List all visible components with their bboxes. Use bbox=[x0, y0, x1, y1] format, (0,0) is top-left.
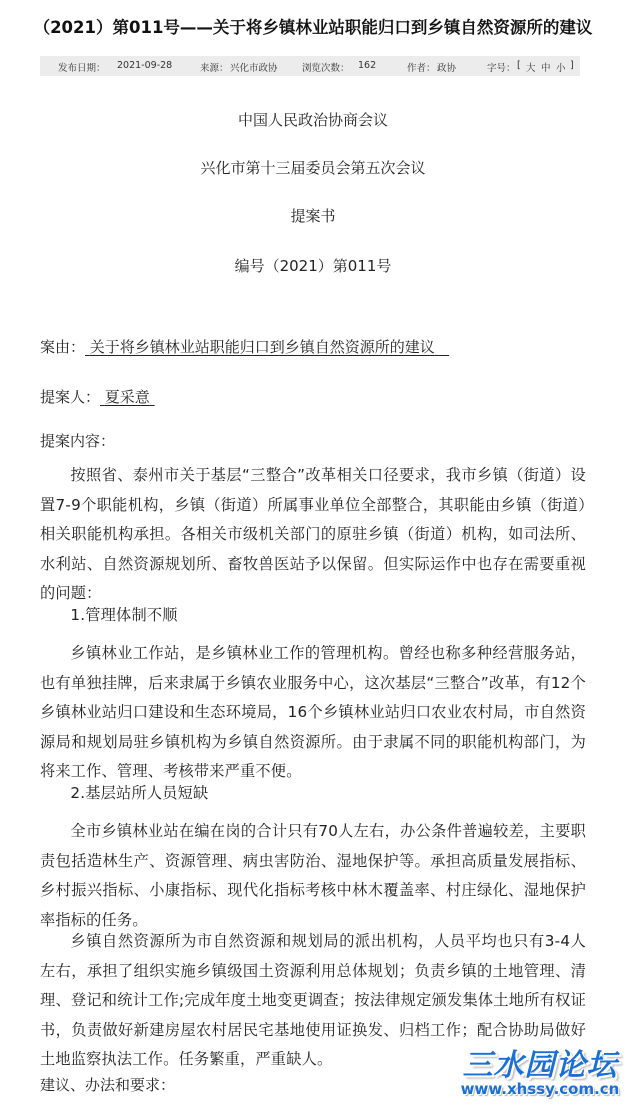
font-size-open-bracket: [ bbox=[517, 60, 521, 71]
font-size-large-button[interactable]: 大 bbox=[526, 63, 536, 74]
views-label: 浏览次数： bbox=[302, 63, 350, 74]
font-size-label: 字号： bbox=[487, 63, 516, 74]
subject-label: 案由： bbox=[40, 338, 86, 356]
doc-org: 中国人民政治协商会议 bbox=[237, 111, 388, 129]
views-count: 162 bbox=[358, 60, 377, 71]
source-value: 兴化市政协 bbox=[230, 63, 278, 74]
heading-staffing: 2.基层站所人员短缺 bbox=[70, 784, 209, 802]
publish-date: 2021-09-28 bbox=[117, 60, 173, 71]
publish-date-label: 发布日期： bbox=[58, 63, 106, 74]
subject-text: 关于将乡镇林业站职能归口到乡镇自然资源所的建议 bbox=[89, 338, 435, 356]
proposer-name: 夏采意 bbox=[104, 388, 150, 406]
font-size-close-bracket: ] bbox=[570, 60, 574, 71]
source-label: 来源： bbox=[200, 63, 229, 74]
content-label: 提案内容： bbox=[40, 432, 116, 450]
heading-management: 1.管理体制不顺 bbox=[70, 606, 178, 624]
author-label: 作者： bbox=[407, 63, 436, 74]
proposer-line bbox=[40, 386, 155, 407]
watermark-url: www.xhssy.com.cn bbox=[460, 1080, 620, 1098]
paragraph-forestry-station: 全市乡镇林业站在编在岗的合计只有70人左右，办公条件普遍较差，主要职责包括造林生产、资源管理、病虫害防治、湿地保护等。承担高质量发展指标、乡村振兴指标、小康指标、现代化指标考核中林木覆盖率、村庄绿化、湿地保护率指标的任务。 bbox=[40, 822, 586, 929]
doc-type: 提案书 bbox=[290, 207, 336, 225]
page-title: （2021）第011号——关于将乡镇林业站职能归口到乡镇自然资源所的建议 bbox=[33, 18, 593, 37]
doc-session: 兴化市第十三届委员会第五次会议 bbox=[200, 159, 426, 177]
paragraph-intro: 按照省、泰州市关于基层“三整合”改革相关口径要求，我市乡镇（街道）设置7-9个职能机构，乡镇（街道）所属事业单位全部整合，其职能由乡镇（街道）相关职能机构承担。各相关市级机关部门的原驻乡镇（街道）机构，如司法所、水利站、自然资源规划所、畜牧兽医站予以保留。但实际运作中也存在需要重视的问题： bbox=[40, 466, 586, 603]
watermark-logo-text: 三水园论坛 bbox=[462, 1048, 618, 1083]
paragraph-management: 乡镇林业工作站，是乡镇林业工作的管理机构。曾经也称多种经营服务站，也有单独挂牌，后来隶属于乡镇农业服务中心，这次基层“三整合”改革，有12个乡镇林业站归口建设和生态环境局，16个乡镇林业站归口农业农村局，市自然资源局和规划局驻乡镇机构为乡镇自然资源所。由于隶属不同的职能机构部门，为将来工作、管理、考核带来严重不便。 bbox=[40, 644, 586, 781]
subject-line bbox=[40, 336, 449, 357]
font-size-medium-button[interactable]: 中 bbox=[541, 63, 551, 74]
proposer-label: 提案人： bbox=[40, 388, 101, 406]
author-value: 政协 bbox=[437, 63, 457, 74]
paragraph-resource-office: 乡镇自然资源所为市自然资源和规划局的派出机构，人员平均也只有3-4人左右，承担了组织实施乡镇级国土资源利用总体规划；负责乡镇的土地管理、清理、登记和统计工作;完成年度土地变更调查；按法律规定颁发集体土地所有权证书，负责做好新建房屋农村居民宅基地使用证换发、归档工作；配合协助局做好土地监察执法工作。任务繁重，严重缺人。 bbox=[40, 932, 586, 1069]
site-watermark bbox=[454, 1040, 626, 1108]
suggestion-label: 建议、办法和要求： bbox=[40, 1076, 176, 1094]
font-size-small-button[interactable]: 小 bbox=[556, 63, 566, 74]
doc-number: 编号（2021）第011号 bbox=[234, 257, 392, 275]
article-meta-bar bbox=[40, 56, 580, 76]
